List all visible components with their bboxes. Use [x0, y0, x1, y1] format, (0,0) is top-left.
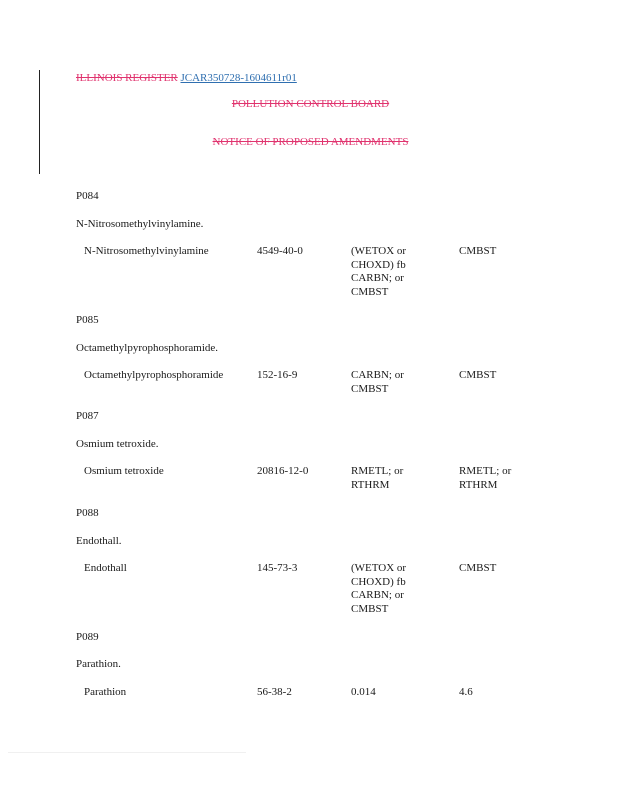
board-header: [0, 98, 621, 110]
register-id-inserted: JCAR350728-1604611r01: [180, 72, 297, 84]
standard-line: CHOXD) fb: [351, 575, 406, 588]
nonwastewater-standard: [459, 562, 549, 576]
entry-code: P088: [76, 507, 99, 519]
entry-description: Parathion.: [76, 658, 121, 670]
wastewater-standard: [351, 369, 441, 396]
standard-line: (WETOX or: [351, 245, 407, 257]
standard-line: CMBST: [351, 382, 389, 395]
entry-description: N-Nitrosomethylvinylamine.: [76, 218, 204, 230]
standard-line: CARBN; or: [351, 589, 404, 601]
register-title-deleted: ILLINOIS REGISTER: [76, 72, 178, 84]
standard-line: RMETL; or: [351, 465, 404, 477]
revision-change-bar: [39, 70, 40, 174]
standard-line: CMBST: [459, 562, 497, 574]
standard-line: CHOXD) fb: [351, 258, 406, 271]
constituent-name: Octamethylpyrophosphoramide: [84, 369, 224, 381]
nonwastewater-standard: [459, 369, 549, 383]
cas-number: 4549-40-0: [257, 245, 303, 257]
wastewater-standard: [351, 562, 441, 616]
constituent-name: N-Nitrosomethylvinylamine: [84, 245, 209, 257]
nonwastewater-standard: [459, 245, 549, 259]
register-header: [76, 72, 297, 84]
cas-number: 145-73-3: [257, 562, 298, 574]
standard-line: (WETOX or: [351, 562, 407, 574]
constituent-name: Parathion: [84, 686, 127, 698]
standard-line: 4.6: [459, 686, 473, 698]
board-name-deleted: POLLUTION CONTROL BOARD: [231, 98, 390, 110]
standard-line: CMBST: [351, 602, 389, 615]
wastewater-standard: [351, 465, 441, 492]
standard-line: RTHRM: [459, 478, 498, 491]
cas-number: 56-38-2: [257, 686, 292, 698]
wastewater-standard: [351, 686, 441, 700]
standard-line: CMBST: [351, 285, 389, 298]
wastewater-standard: [351, 245, 441, 299]
notice-title-deleted: NOTICE OF PROPOSED AMENDMENTS: [212, 136, 409, 148]
standard-line: CMBST: [459, 369, 497, 381]
entry-description: Osmium tetroxide.: [76, 438, 159, 450]
notice-header: [0, 136, 621, 148]
cas-number: 152-16-9: [257, 369, 298, 381]
footer-rule: [8, 752, 246, 753]
constituent-name: Osmium tetroxide: [84, 465, 164, 477]
entry-description: Octamethylpyrophosphoramide.: [76, 342, 219, 354]
nonwastewater-standard: [459, 465, 549, 492]
nonwastewater-standard: [459, 686, 549, 700]
cas-number: 20816-12-0: [257, 465, 309, 477]
standard-line: CMBST: [459, 245, 497, 257]
entry-description: Endothall.: [76, 535, 122, 547]
entry-code: P089: [76, 631, 99, 643]
entry-code: P085: [76, 314, 99, 326]
standard-line: CARBN; or: [351, 369, 404, 381]
standard-line: CARBN; or: [351, 272, 404, 284]
standard-line: 0.014: [351, 686, 376, 698]
constituent-name: Endothall: [84, 562, 127, 574]
entry-code: P084: [76, 190, 99, 202]
standard-line: RMETL; or: [459, 465, 512, 477]
standard-line: RTHRM: [351, 478, 390, 491]
entry-code: P087: [76, 410, 99, 422]
